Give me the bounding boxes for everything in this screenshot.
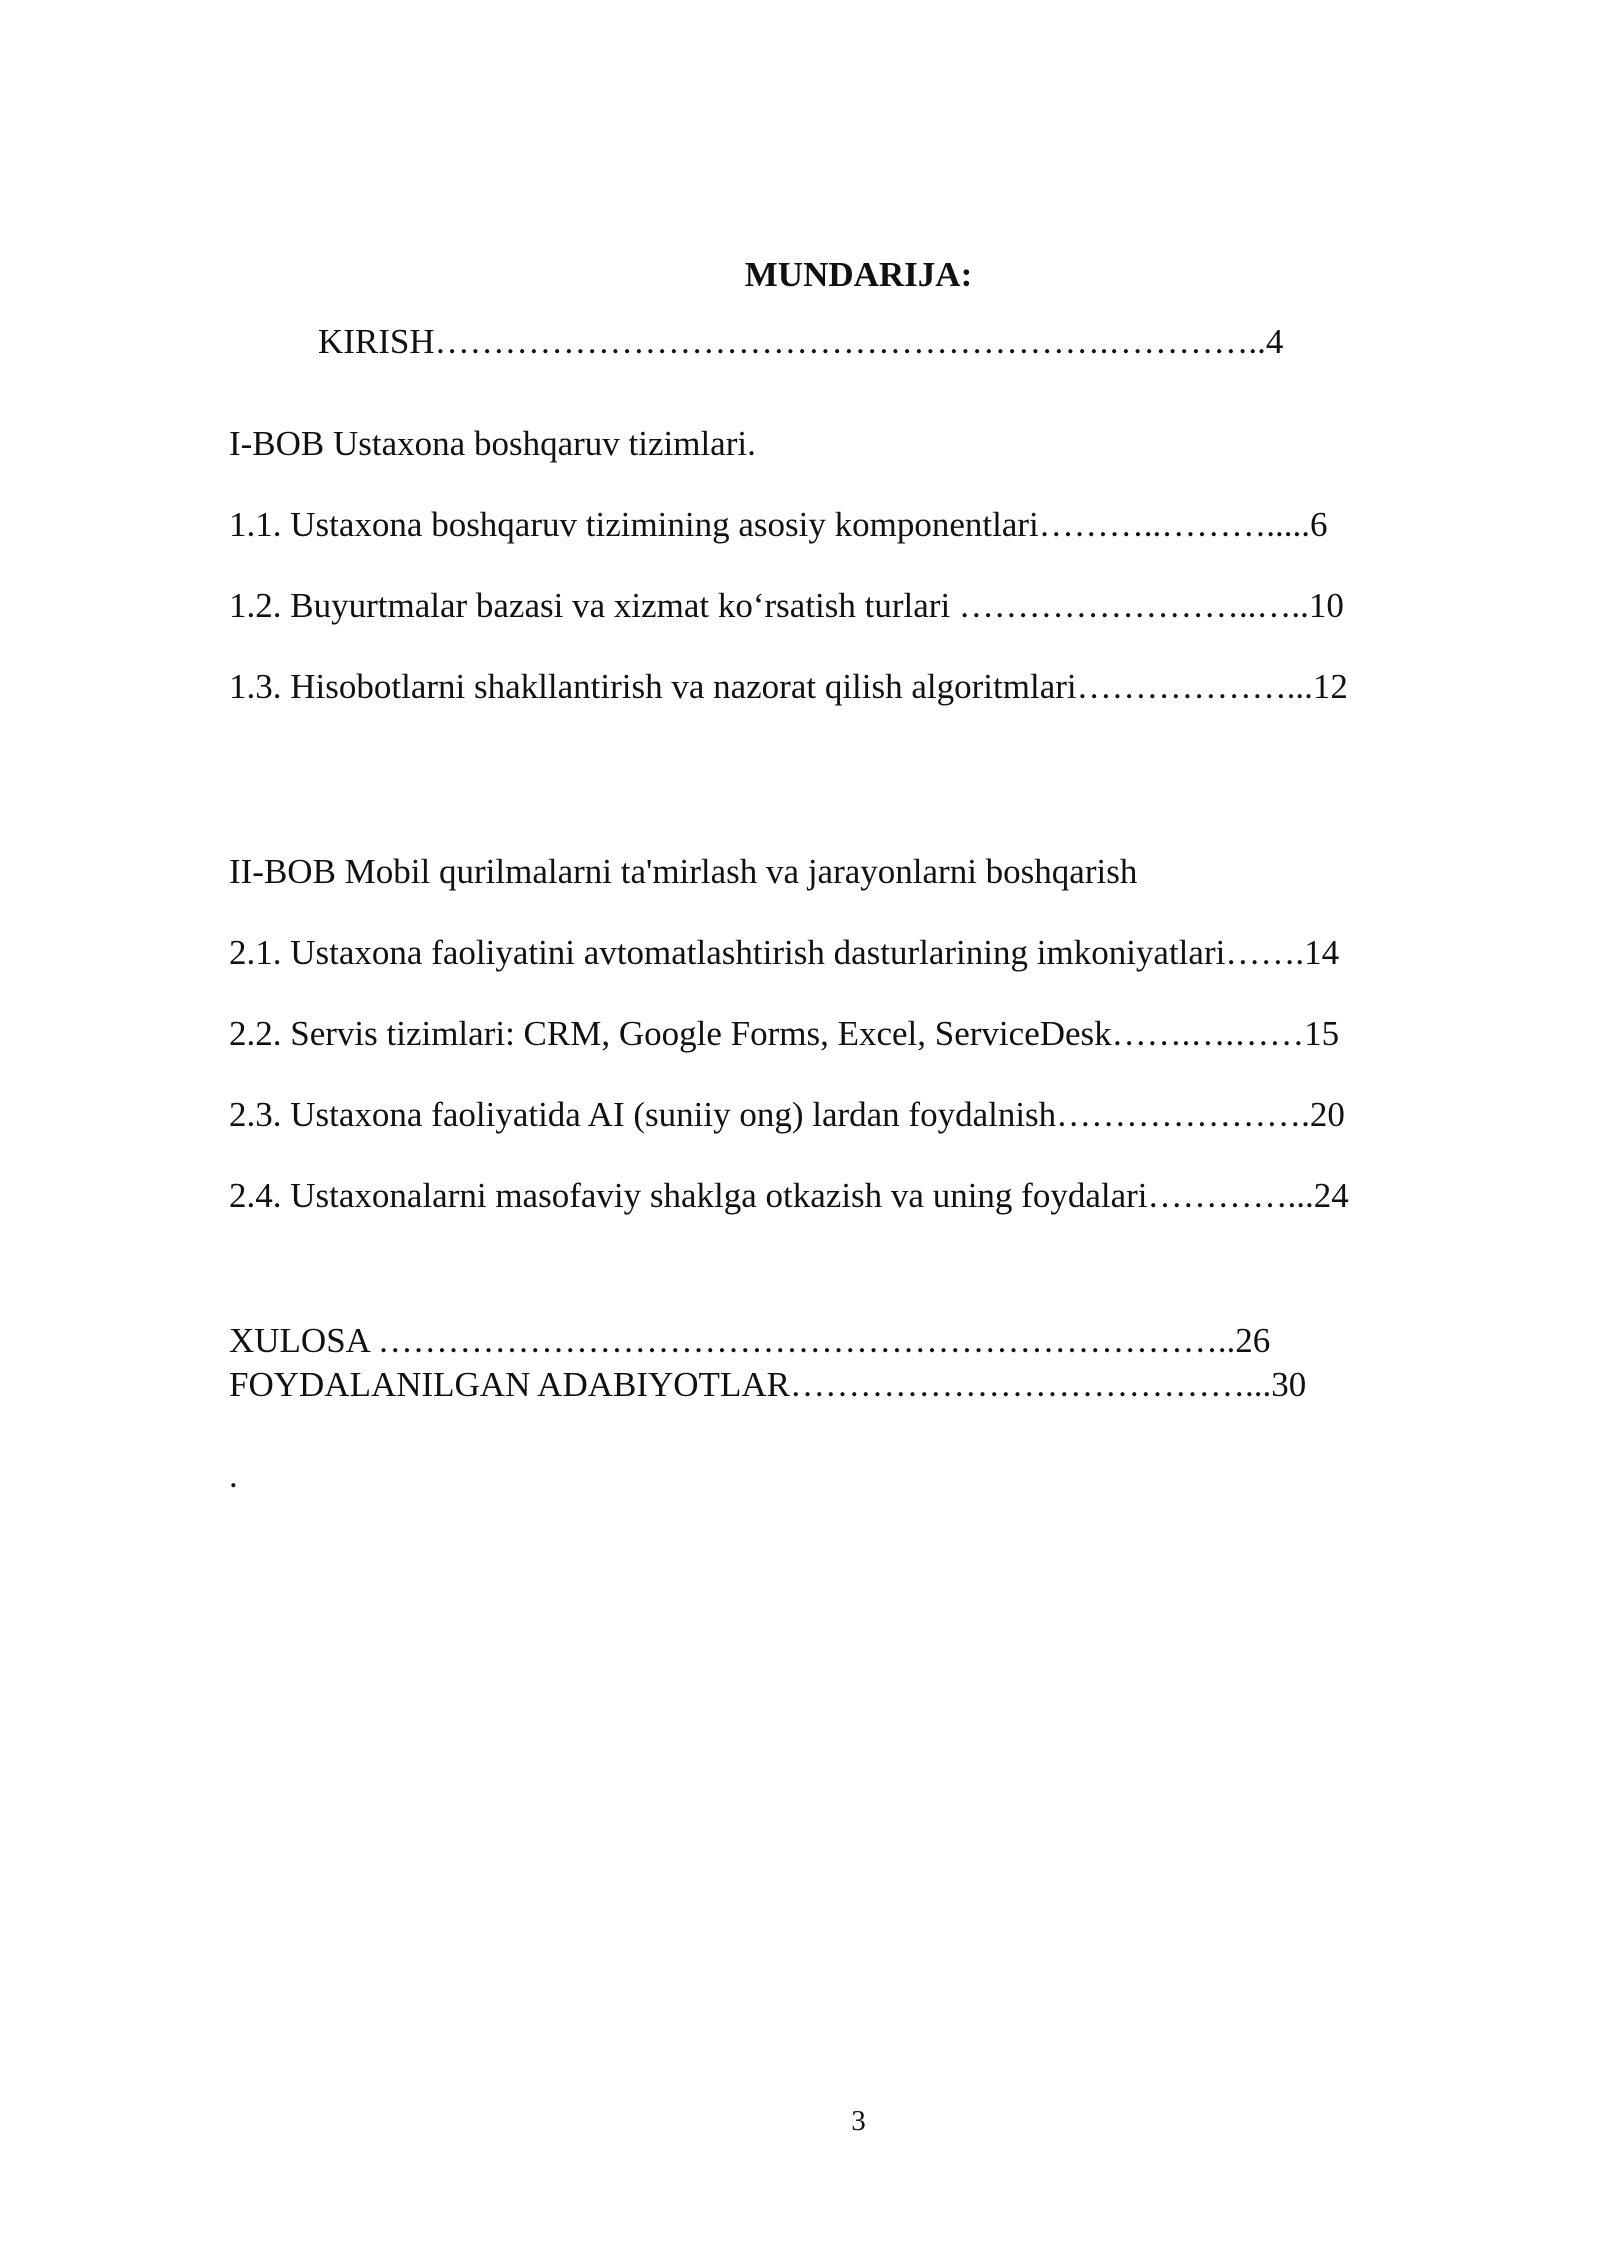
toc-entry-1-1: 1.1. Ustaxona boshqaruv tizimining asosiy komponentlari………..……….....6 <box>229 505 1328 544</box>
trailing-dot: . <box>229 1456 238 1495</box>
toc-entry-1-2: 1.2. Buyurtmalar bazasi va xizmat koʻrsatish turlari ……………………..…..10 <box>229 586 1344 625</box>
toc-entry-kirish: KIRISH………………………………………………….…………..4 <box>318 322 1284 361</box>
page-number: 3 <box>851 2105 866 2137</box>
toc-chapter-1-heading: I-BOB Ustaxona boshqaruv tizimlari. <box>229 424 756 463</box>
toc-entry-2-4: 2.4. Ustaxonalarni masofaviy shaklga otkazish va uning foydalari…………...24 <box>229 1176 1349 1215</box>
toc-entry-references: FOYDALANILGAN ADABIYOTLAR…………………………………...30 <box>229 1365 1307 1404</box>
toc-title: MUNDARIJA: <box>744 255 973 294</box>
toc-entry-2-3: 2.3. Ustaxona faoliyatida AI (suniiy ong) lardan foydalnish………………….20 <box>229 1095 1345 1134</box>
toc-entry-2-2: 2.2. Servis tizimlari: CRM, Google Forms, Excel, ServiceDesk…….….……15 <box>229 1014 1340 1053</box>
toc-entry-2-1: 2.1. Ustaxona faoliyatini avtomatlashtirish dasturlarining imkoniyatlari…….14 <box>229 933 1340 972</box>
toc-entry-xulosa: XULOSA ………………………………………………………………..26 <box>229 1321 1271 1360</box>
toc-entry-1-3: 1.3. Hisobotlarni shakllantirish va nazorat qilish algoritmlari………………...12 <box>229 667 1348 706</box>
toc-chapter-2-heading: II-BOB Mobil qurilmalarni ta'mirlash va jarayonlarni boshqarish <box>229 852 1138 891</box>
